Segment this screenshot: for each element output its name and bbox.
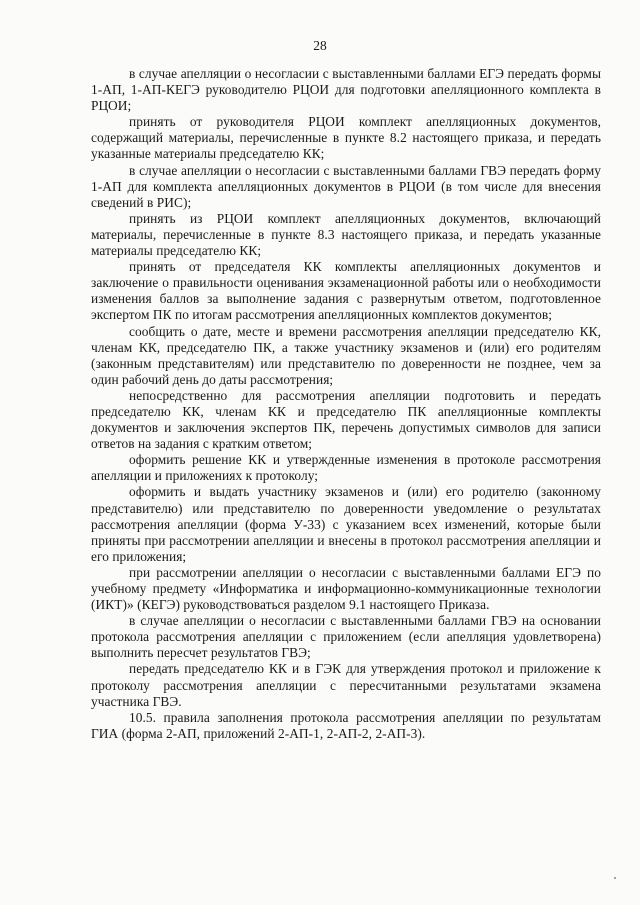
paragraph-11: в случае апелляции о несогласии с выставленными баллами ГВЭ на основании протокола рассмотрения апелляции с приложением (если апелляция удовлетворена) выполнить пересчет результатов ГВЭ;: [91, 613, 601, 661]
paragraph-4: принять из РЦОИ комплект апелляционных документов, включающий материалы, перечисленные в пункте 8.3 настоящего приказа, и передать указанные материалы председателю КК;: [91, 210, 601, 259]
scan-speck: [614, 877, 616, 879]
page-number: 28: [313, 38, 327, 53]
paragraph-12: передать председателю КК и в ГЭК для утверждения протокол и приложение к протоколу рассмотрения апелляции с пересчитанными результатами экзамена участника ГВЭ.: [91, 661, 601, 709]
paragraph-5: принять от председателя КК комплекты апелляционных документов и заключение о правильности оценивания экзаменационной работы или о необходимости изменения баллов за выполнение задания с развернутым ответом, подготовленное экспертом ПК по итогам рассмотрения апелляционных комплектов документов;: [91, 259, 601, 323]
paragraph-1: в случае апелляции о несогласии с выставленными баллами ЕГЭ передать формы 1-АП, 1-АП-КЕГЭ руководителю РЦОИ для подготовки апелляционного комплекта в РЦОИ;: [91, 66, 601, 114]
paragraph-9: оформить и выдать участнику экзаменов и (или) его родителю (законному представителю) или представителю по доверенности уведомление о результатах рассмотрения апелляции (форма У-33) с указанием всех изменений, которые были приняты при рассмотрении апелляции и внесены в протокол рассмотрения апелляции и его приложения;: [91, 484, 601, 564]
paragraph-2: принять от руководителя РЦОИ комплект апелляционных документов, содержащий материалы, перечисленные в пункте 8.2 настоящего приказа, и передать указанные материалы председателю КК;: [91, 114, 601, 162]
paragraph-13: 10.5. правила заполнения протокола рассмотрения апелляции по результатам ГИА (форма 2-АП, приложений 2-АП-1, 2-АП-2, 2-АП-3).: [91, 709, 601, 741]
paragraph-3: в случае апелляции о несогласии с выставленными баллами ГВЭ передать форму 1-АП для комплекта апелляционных документов в РЦОИ (в том числе для внесения сведений в РИС);: [91, 162, 601, 210]
paragraph-6: сообщить о дате, месте и времени рассмотрения апелляции председателю КК, членам КК, председателю ПК, а также участнику экзаменов и (или) его родителям (законным представителям) или представителю по доверенности не позднее, чем за один рабочий день до даты рассмотрения;: [91, 323, 601, 387]
paragraph-10: при рассмотрении апелляции о несогласии с выставленными баллами ЕГЭ по учебному предмету «Информатика и информационно-коммуникационные технологии (ИКТ)» (КЕГЭ) руководствоваться разделом 9.1 настоящего Приказа.: [91, 564, 601, 613]
paragraph-8: оформить решение КК и утвержденные изменения в протоколе рассмотрения апелляции и приложениях к протоколу;: [91, 452, 601, 484]
paragraph-7: непосредственно для рассмотрения апелляции подготовить и передать председателю КК, членам КК и председателю ПК апелляционные комплекты документов и заключения экспертов ПК, перечень допустимых символов для записи ответов на задания с кратким ответом;: [91, 387, 601, 452]
document-body: [91, 66, 601, 742]
